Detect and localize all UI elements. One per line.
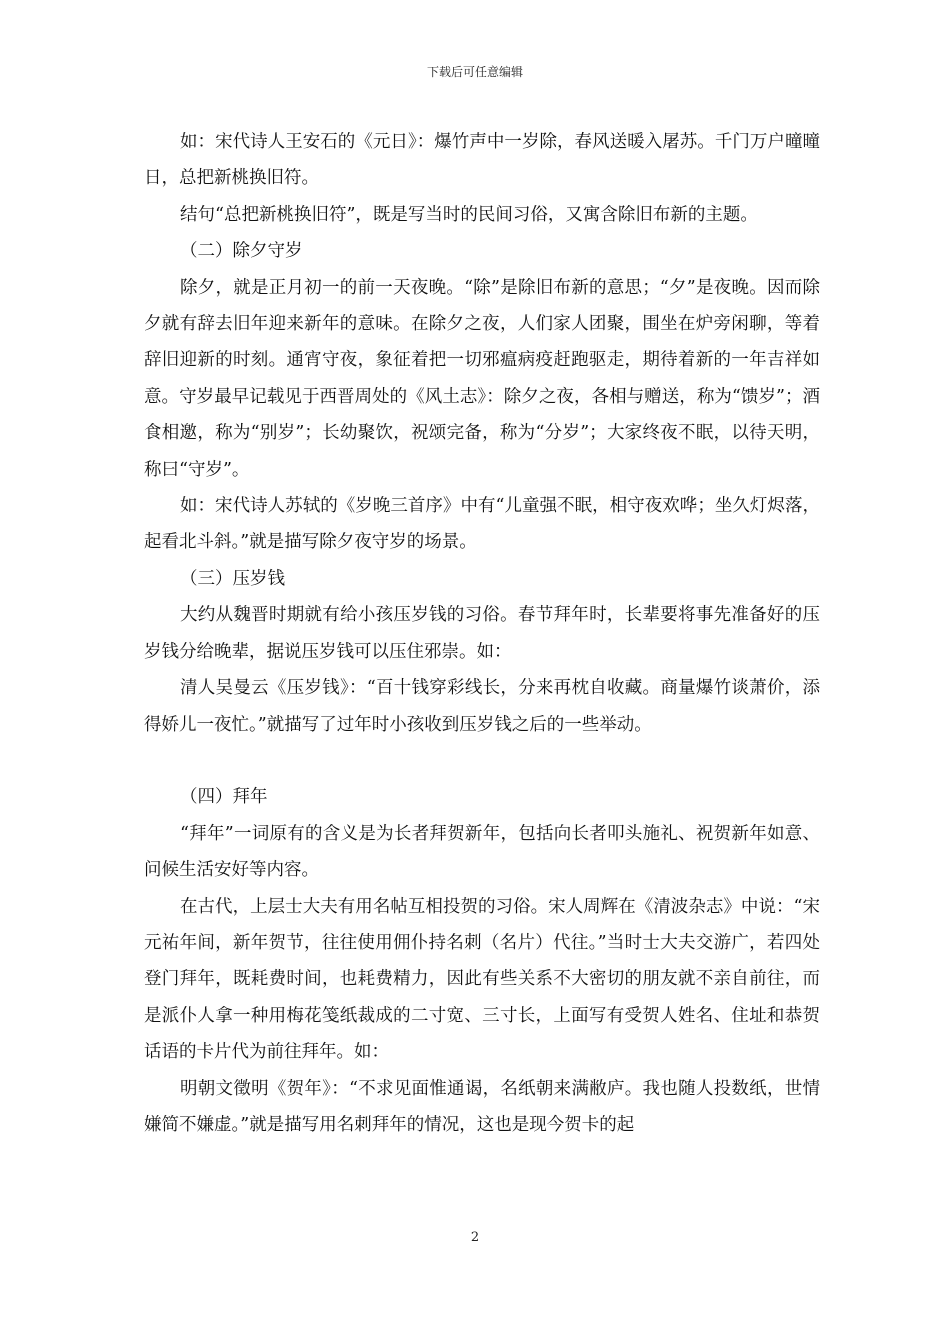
paragraph-bainian-meaning: “拜年”一词原有的含义是为长者拜贺新年，包括向长者叩头施礼、祝贺新年如意、问候生活安好等内容。 xyxy=(144,823,820,881)
page-header: 下载后可任意编辑 xyxy=(426,65,523,79)
paragraph-wu-manyun-poem: 清人吴曼云《压岁钱》：“百十钱穿彩线长，分来再枕自收藏。商量爆竹谈萧价，添得娇儿一夜忙。”就描写了过年时小孩收到压岁钱之后的一些举动。 xyxy=(144,678,820,735)
paragraph-wen-zhengming-poem: 明朝文徵明《贺年》：“不求见面惟通谒，名纸朝来满敝庐。我也随人投数纸，世情嫌简不嫌虚。”就是描写用名刺拜年的情况，这也是现今贺卡的起 xyxy=(144,1078,820,1135)
paragraph-yasuiqian-description: 大约从魏晋时期就有给小孩压岁钱的习俗。春节拜年时，长辈要将事先准备好的压岁钱分给晚辈，据说压岁钱可以压住邪崇。如： xyxy=(144,605,820,662)
paragraph-wang-anshi-poem: 如：宋代诗人王安石的《元日》：爆竹声中一岁除，春风送暖入屠苏。千门万户曈曈日，总把新桃换旧符。 xyxy=(144,132,820,189)
section-heading-chuxi: （二）除夕守岁 xyxy=(180,241,303,262)
document-body xyxy=(144,124,820,1143)
paragraph-chuxi-description: 除夕，就是正月初一的前一天夜晚。“除”是除旧布新的意思；“夕”是夜晚。因而除夕就有辞去旧年迎来新年的意味。在除夕之夜，人们家人团聚，围坐在炉旁闲聊，等着辞旧迎新的时刻。通宵守夜，象征着把一切邪瘟病疫赶跑驱走，期待着新的一年吉祥如意。守岁最早记载见于西晋周处的《风土志》：除夕之夜，各相与赠送，称为“馈岁”；酒食相邀，称为“别岁”；长幼聚饮，祝颂完备，称为“分岁”；大家终夜不眠，以待天明，称曰“守岁”。 xyxy=(144,277,820,480)
paragraph-poem-comment: 结句“总把新桃换旧符”，既是写当时的民间习俗，又寓含除旧布新的主题。 xyxy=(180,204,758,225)
page-number: 2 xyxy=(470,1230,480,1245)
paragraph-su-shi-poem: 如：宋代诗人苏轼的《岁晚三首序》中有“儿童强不眠，相守夜欢哗；坐久灯烬落，起看北斗斜。”就是描写除夕夜守岁的场景。 xyxy=(144,496,820,553)
section-heading-yasuiqian: （三）压岁钱 xyxy=(180,568,285,589)
section-heading-bainian: （四）拜年 xyxy=(180,787,268,808)
paragraph-mingtie-custom: 在古代，上层士大夫有用名帖互相投贺的习俗。宋人周辉在《清波杂志》中说：“宋元祐年间，新年贺节，往往使用佣仆持名刺（名片）代往。”当时士大夫交游广，若四处登门拜年，既耗费时间，也耗费精力，因此有些关系不大密切的朋友就不亲自前往，而是派仆人拿一种用梅花笺纸裁成的二寸宽、三寸长，上面写有受贺人姓名、住址和恭贺话语的卡片代为前往拜年。如： xyxy=(144,896,820,1063)
blank-line xyxy=(144,743,820,779)
